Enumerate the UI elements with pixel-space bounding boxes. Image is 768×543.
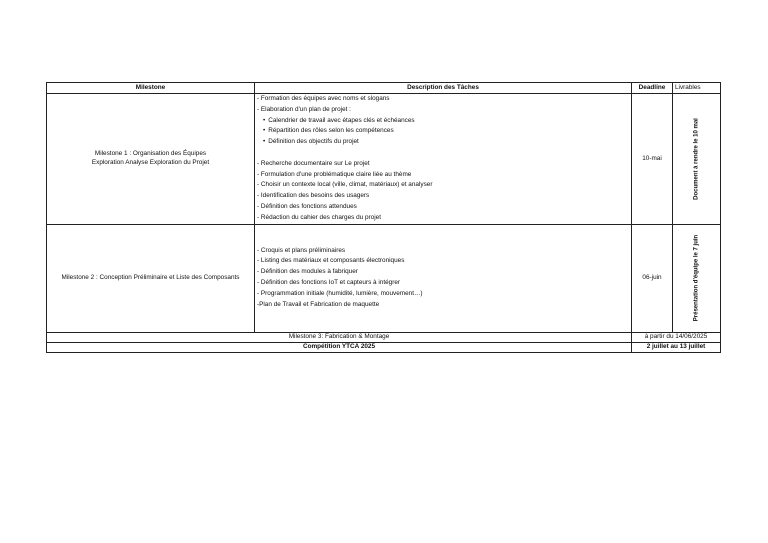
competition-date: 2 juillet au 13 juillet bbox=[632, 342, 721, 352]
milestone-1-title-cell bbox=[47, 94, 255, 225]
task-item: - Programmation initiale (humidité, lumière, mouvement…) bbox=[257, 289, 423, 297]
milestone-3-row bbox=[47, 332, 721, 342]
milestone-2-tasks-cell bbox=[255, 224, 632, 332]
milestone-1-livrable: Document à rendre le 10 mai bbox=[692, 117, 699, 200]
subtask-item: • Calendrier de travail avec étapes clés et échéances bbox=[257, 116, 629, 127]
task-item: - Formulation d'une problématique claire liée au thème bbox=[257, 170, 412, 178]
subtask-item: • Répartition des rôles selon les compétences bbox=[257, 126, 629, 137]
milestone-1-livrable-cell bbox=[673, 94, 721, 225]
milestone-1-tasks-cell bbox=[255, 94, 632, 225]
milestone-2-livrable-cell bbox=[673, 224, 721, 332]
task-item: -Plan de Travail et Fabrication de maquette bbox=[257, 300, 380, 308]
competition-row bbox=[47, 342, 721, 352]
milestone-table bbox=[46, 82, 721, 353]
milestone-2-deadline: 06-juin bbox=[632, 224, 673, 332]
task-item: - Listing des matériaux et composants électroniques bbox=[257, 257, 405, 265]
task-item: - Formation des équipes avec noms et slogans bbox=[257, 95, 390, 102]
milestone-2-title: Milestone 2 : Conception Préliminaire et Liste des Composants bbox=[47, 224, 255, 332]
header-livrables: Livrables bbox=[673, 83, 721, 94]
task-item: - Rédaction du cahier des charges du projet bbox=[257, 213, 381, 221]
task-item: - Elaboration d'un plan de projet : bbox=[257, 105, 351, 113]
header-deadline: Deadline bbox=[632, 83, 673, 94]
task-item: - Choisir un contexte local (ville, climat, matériaux) et analyser bbox=[257, 181, 433, 189]
task-item: - Recherche documentaire sur Le projet bbox=[257, 159, 370, 167]
milestone-1-title: Milestone 1 : Organisation des Équipes bbox=[94, 150, 207, 158]
header-row bbox=[47, 83, 721, 94]
subtask-item: • Définition des objectifs du projet bbox=[257, 137, 629, 148]
header-description: Description des Tâches bbox=[255, 83, 632, 94]
task-item: - Définition des fonctions attendues bbox=[257, 202, 357, 210]
milestone-3-date: à partir du 14/06/2025 bbox=[632, 332, 721, 342]
task-item: - Croquis et plans préliminaires bbox=[257, 246, 346, 254]
task-item: - Identification des besoins des usagers bbox=[257, 192, 370, 200]
milestone-3-title: Milestone 3: Fabrication & Montage bbox=[47, 332, 632, 342]
milestone-2-row bbox=[47, 224, 721, 332]
milestone-1-subtitle: Exploration Analyse Exploration du Projet bbox=[91, 159, 210, 167]
milestone-2-livrable: Présentation d'équipe le 7 juin bbox=[692, 234, 699, 322]
milestone-1-deadline: 10-mai bbox=[632, 94, 673, 225]
task-item: - Définition des fonctions IoT et capteurs à intégrer bbox=[257, 279, 401, 287]
header-milestone: Milestone bbox=[47, 83, 255, 94]
task-item: - Définition des modules à fabriquer bbox=[257, 268, 358, 276]
competition-title: Compétition YTCA 2025 bbox=[47, 342, 632, 352]
milestone-1-row bbox=[47, 94, 721, 225]
